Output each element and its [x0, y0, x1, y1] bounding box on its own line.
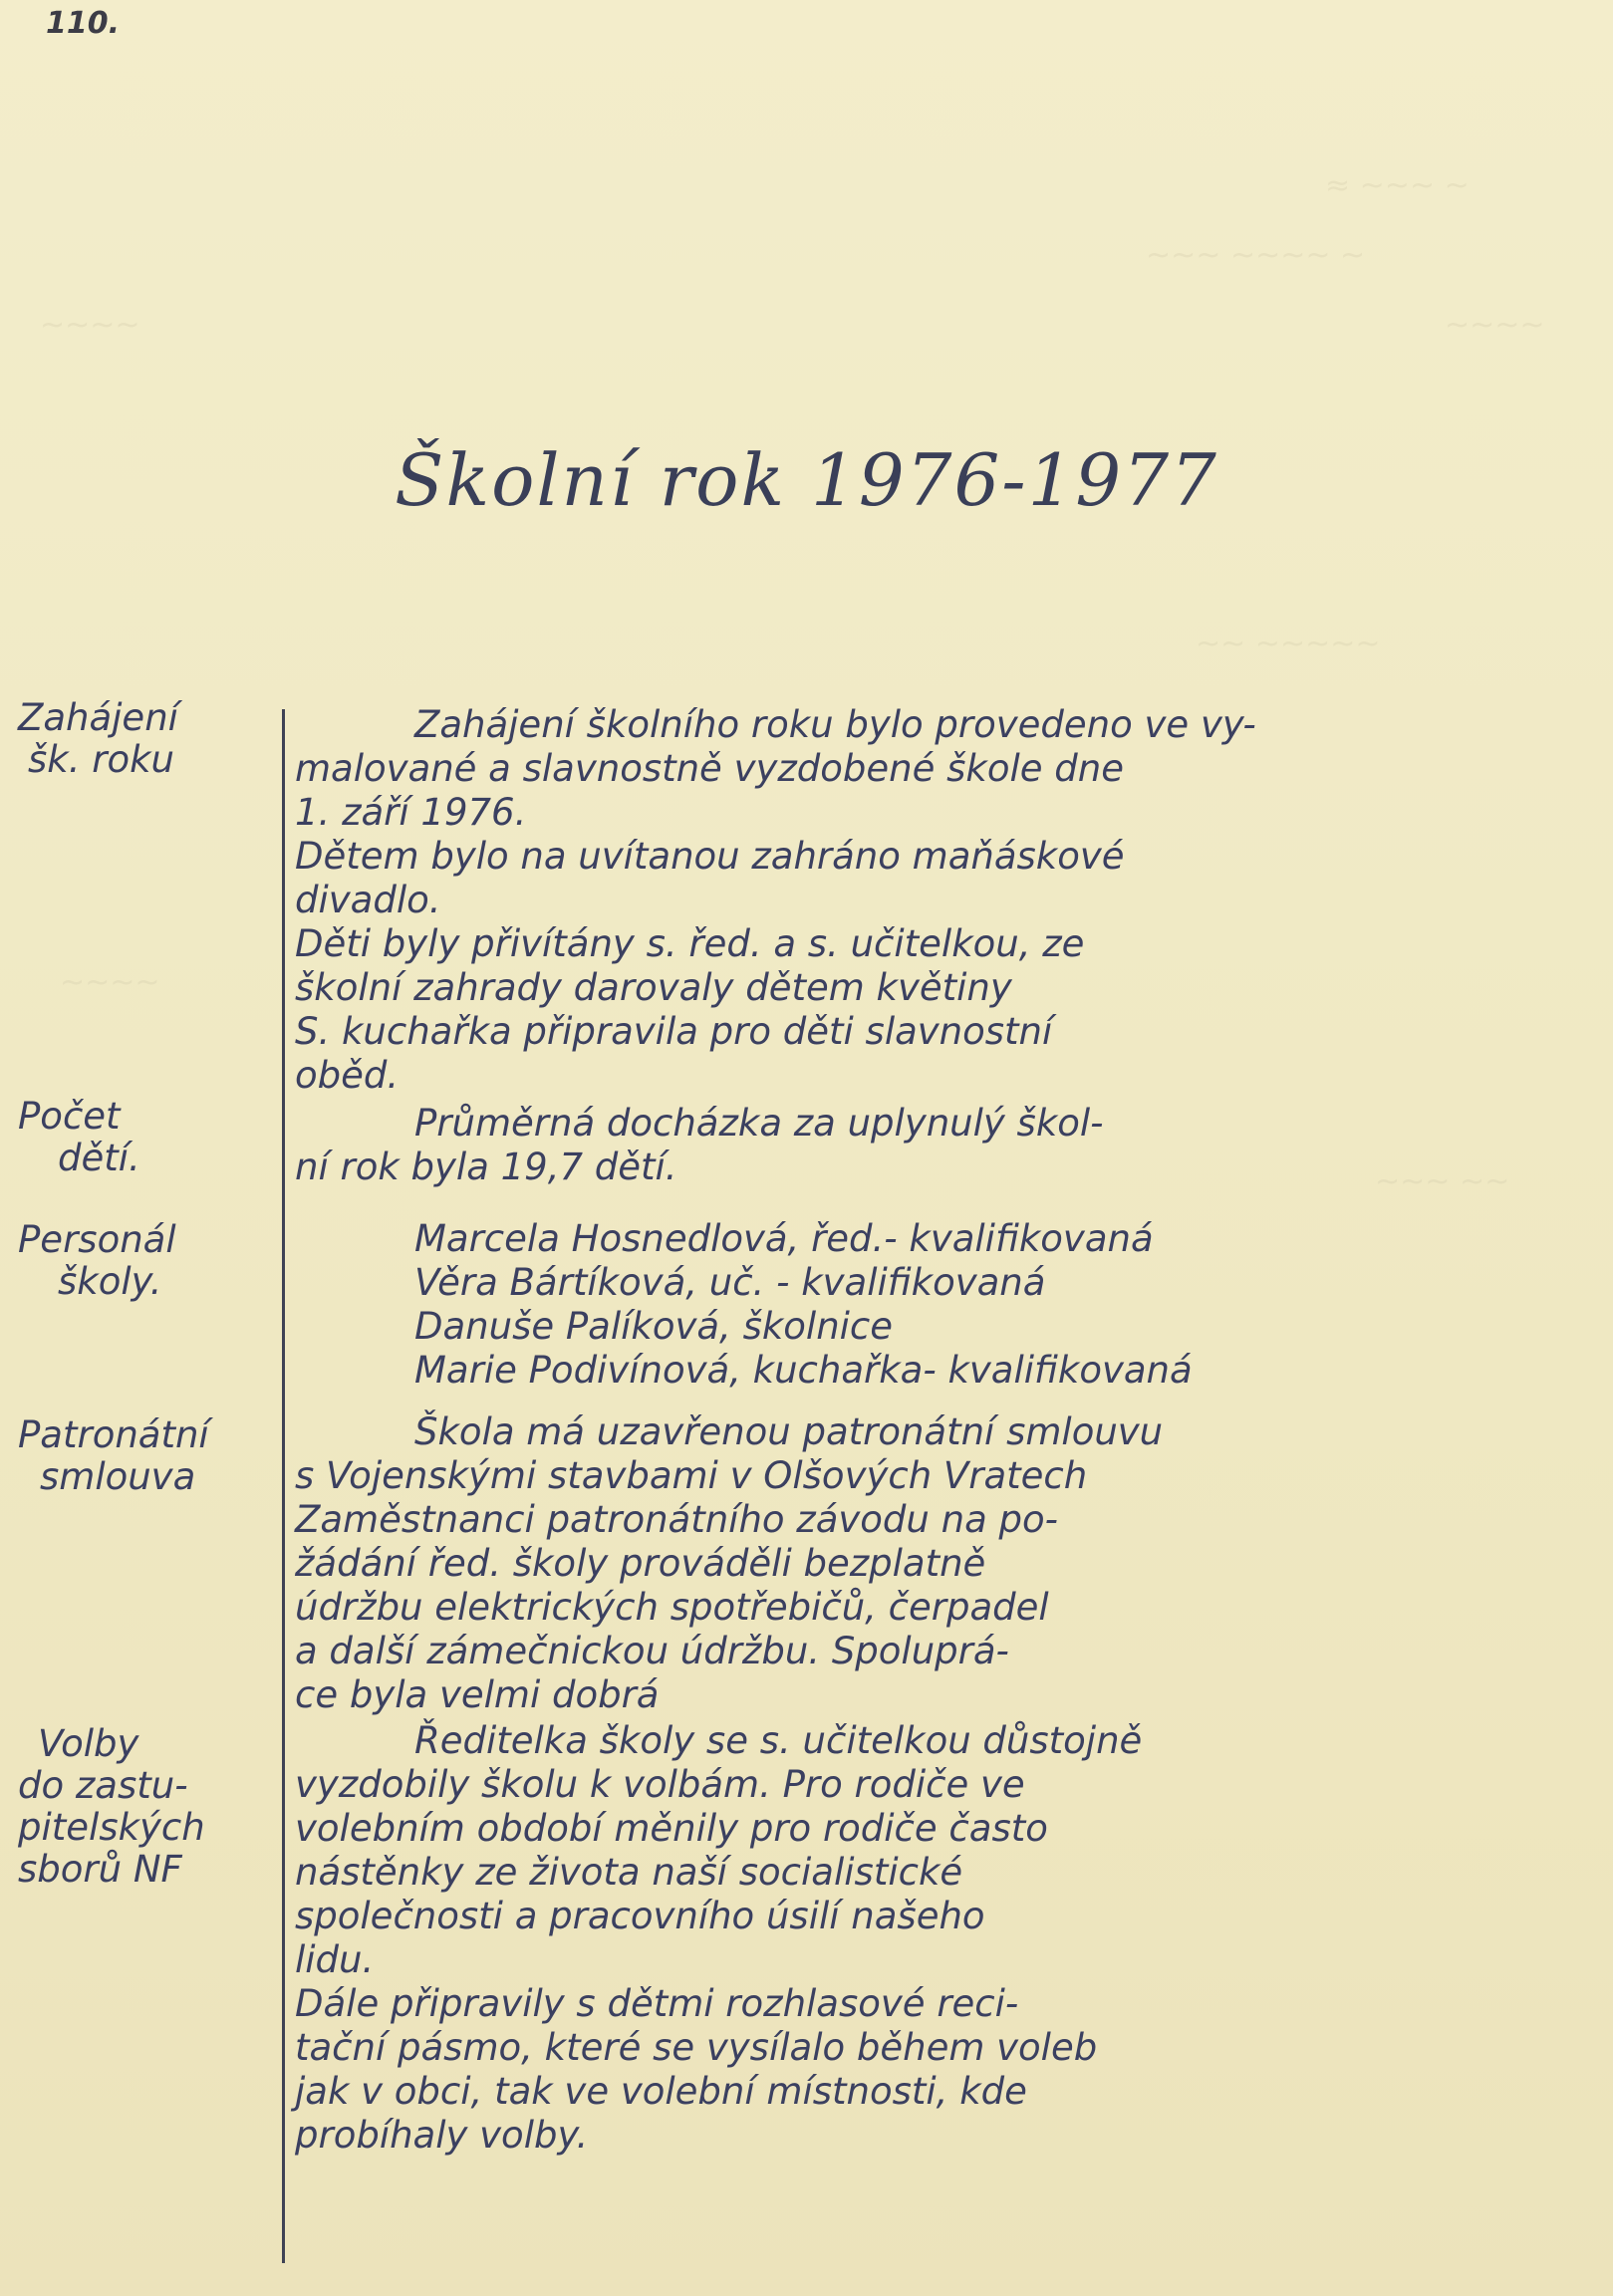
text-line: tační pásmo, které se vysílalo během voleb [295, 2026, 1098, 2069]
label-line: Patronátní [18, 1413, 209, 1456]
text-line: údržbu elektrických spotřebičů, čerpadel [295, 1586, 1049, 1629]
section-staff-text [295, 1217, 1580, 1393]
text-line: Marie Podivínová, kuchařka- kvalifikovaná [414, 1349, 1193, 1392]
text-line: Marcela Hosnedlová, řed.- kvalifikovaná [414, 1217, 1154, 1260]
section-elections-text [295, 1719, 1580, 2158]
text-line: ce byla velmi dobrá [295, 1673, 660, 1716]
margin-label-opening [18, 697, 267, 781]
text-line: žádání řed. školy prováděli bezplatně [295, 1542, 986, 1585]
text-line: malované a slavnostně vyzdobené škole dne [295, 747, 1124, 790]
text-line: Danuše Palíková, školnice [414, 1305, 894, 1348]
section-children-count-text [295, 1102, 1580, 1189]
margin-label-children-count [18, 1096, 267, 1179]
text-line: Dále připravily s dětmi rozhlasové reci- [295, 1982, 1019, 2025]
section-patronage-text [295, 1410, 1580, 1717]
text-line: vyzdobily školu k volbám. Pro rodiče ve [295, 1763, 1025, 1806]
label-line: Počet [18, 1095, 121, 1138]
margin-rule [282, 709, 285, 2263]
text-line: S. kuchařka připravila pro děti slavnostní [295, 1010, 1053, 1053]
text-line: volebním období měnily pro rodiče často [295, 1807, 1048, 1850]
reverse-side-bleed-through: ≈ ~~~ ~ ~~~ ~~~~ ~ ~~~~ ~~~~ ~~ ~~~~~ ~~~~ ~~~ ~~ [40, 168, 1545, 1199]
margin-label-elections [18, 1723, 267, 1891]
text-line: lidu. [295, 1938, 375, 1981]
text-line: oběd. [295, 1054, 400, 1097]
text-line: 1. září 1976. [295, 791, 527, 834]
text-line: nástěnky ze života naší socialistické [295, 1851, 963, 1894]
text-line: Zahájení školního roku bylo provedeno ve vy- [414, 703, 1256, 746]
section-opening-text [295, 703, 1580, 1098]
text-line: divadlo. [295, 879, 441, 921]
label-line: smlouva [40, 1455, 196, 1498]
text-line: s Vojenskými stavbami v Olšových Vratech [295, 1454, 1088, 1497]
label-line: Zahájení [18, 696, 178, 739]
margin-label-staff [18, 1219, 267, 1303]
text-line: společnosti a pracovního úsilí našeho [295, 1895, 985, 1937]
text-line: školní zahrady darovaly dětem květiny [295, 966, 1012, 1009]
text-line: Děti byly přivítány s. řed. a s. učitelkou, ze [295, 922, 1085, 965]
text-line: Průměrná docházka za uplynulý škol- [414, 1102, 1104, 1145]
text-line: probíhaly volby. [295, 2114, 589, 2157]
text-line: Zaměstnanci patronátního závodu na po- [295, 1498, 1058, 1541]
page-number: 110. [46, 6, 121, 41]
label-line: šk. roku [28, 738, 174, 781]
text-line: Věra Bártíková, uč. - kvalifikovaná [414, 1261, 1046, 1304]
label-line: pitelských [18, 1806, 205, 1849]
text-line: ní rok byla 19,7 dětí. [295, 1146, 677, 1188]
text-line: Ředitelka školy se s. učitelkou důstojně [414, 1719, 1143, 1762]
margin-label-patronage [18, 1414, 267, 1498]
text-line: a další zámečnickou údržbu. Spoluprá- [295, 1630, 1009, 1672]
label-line: Personál [18, 1218, 176, 1261]
text-line: Škola má uzavřenou patronátní smlouvu [414, 1410, 1164, 1453]
page-title: Školní rok 1976-1977 [395, 438, 1218, 522]
label-line: školy. [58, 1260, 162, 1303]
label-line: do zastu- [18, 1764, 188, 1807]
label-line: sborů NF [18, 1848, 182, 1891]
label-line: Volby [38, 1722, 139, 1765]
text-line: jak v obci, tak ve volební místnosti, kde [295, 2070, 1027, 2113]
label-line: dětí. [58, 1137, 140, 1179]
text-line: Dětem bylo na uvítanou zahráno maňáskové [295, 835, 1125, 878]
